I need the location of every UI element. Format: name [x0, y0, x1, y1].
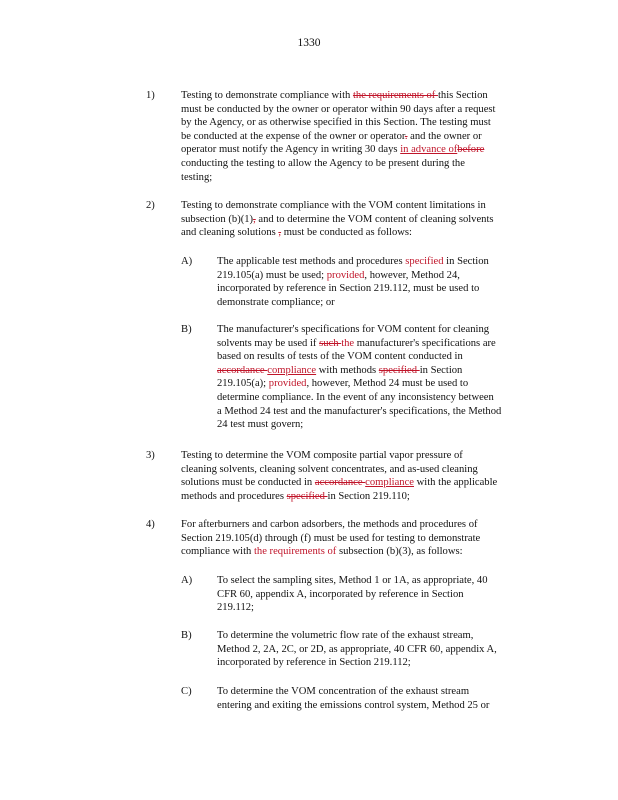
deleted-text: accordance — [314, 477, 366, 489]
deleted-text: , — [253, 213, 256, 225]
item-text: Testing to demonstrate compliance with the VOM content limitations in subsection (b)(1), and to determine the VOM content of cleaning solvents and cleaning solutions , must be conducted as follows: — [181, 200, 494, 239]
sub-item-letter: B) — [181, 324, 192, 335]
item-number: 2) — [146, 200, 155, 211]
deleted-text: specified — [286, 490, 328, 502]
sub-item-text: The applicable test methods and procedures specified in Section 219.105(a) must be used; provided, however, Method 24, incorporated by reference in Section 219.112, must be used to demonstrate compliance; or — [217, 256, 489, 308]
revised-text: the requirements of — [253, 546, 337, 558]
page-number: 1330 — [297, 37, 321, 49]
sub-item-letter: C) — [181, 686, 192, 697]
deleted-text: specified — [378, 364, 420, 376]
revised-text: provided — [268, 378, 307, 390]
item-text: Testing to demonstrate compliance with the requirements of this Section must be conducted by the owner or operator within 90 days after a request by the Agency, or as otherwise specified in this Section. The testing must be conducted at the expense of the owner or operator. and the owner or operator must notify the Agency in writing 30 days in advance ofbefore conducting the testing to allow the Agency to be present during the testing; — [181, 90, 496, 183]
deleted-text: before — [457, 144, 485, 156]
item-number: 1) — [146, 90, 155, 101]
deleted-text: the requirements of — [352, 90, 438, 101]
sub-item-letter: A) — [181, 575, 193, 586]
item-text: For afterburners and carbon adsorbers, the methods and procedures of Section 219.105(d) through (f) must be used for testing to demonstrate compliance with the requirements of subsection (b)(3), as follows: — [181, 519, 481, 558]
inserted-text: in advance of — [400, 144, 458, 156]
sub-item-letter: A) — [181, 256, 193, 267]
deleted-text: such — [319, 337, 342, 349]
sub-item-text: To determine the volumetric flow rate of the exhaust stream, Method 2, 2A, 2C, or 2D, as appropriate, 40 CFR 60, appendix A, incorporated by reference in Section 219.112; — [217, 630, 497, 669]
item-number: 3) — [146, 450, 155, 461]
inserted-text: compliance — [365, 477, 414, 489]
sub-item-letter: B) — [181, 630, 192, 641]
inserted-text: the — [341, 337, 355, 349]
deleted-text: accordance — [217, 364, 268, 376]
inserted-text: compliance — [267, 364, 317, 376]
deleted-text: . — [404, 130, 408, 142]
sub-item-text: To select the sampling sites, Method 1 or 1A, as appropriate, 40 CFR 60, appendix A, incorporated by reference in Section 219.112; — [217, 575, 488, 614]
revised-text: provided — [326, 269, 365, 281]
revised-text: specified — [405, 256, 444, 267]
deleted-text: , — [278, 227, 282, 239]
item-text: Testing to determine the VOM composite partial vapor pressure of cleaning solvents, cleaning solvent concentrates, and as-used cleaning solutions must be conducted in accordance compliance with the applicable methods and procedures specified in Section 219.110; — [181, 450, 498, 502]
item-number: 4) — [146, 519, 155, 530]
sub-item-text: The manufacturer's specifications for VOM content for cleaning solvents may be used if such the manufacturer's specifications are based on results of tests of the VOM content conducted in accordance compliance with methods specified in Section 219.105(a); provided, however, Method 24 must be used to determine compliance. In the event of any inconsistency between a Method 24 test and the manufacturer's specifications, the Method 24 test must govern; — [217, 324, 502, 431]
sub-item-text: To determine the VOM concentration of the exhaust stream entering and exiting the emissions control system, Method 25 or — [217, 686, 490, 711]
